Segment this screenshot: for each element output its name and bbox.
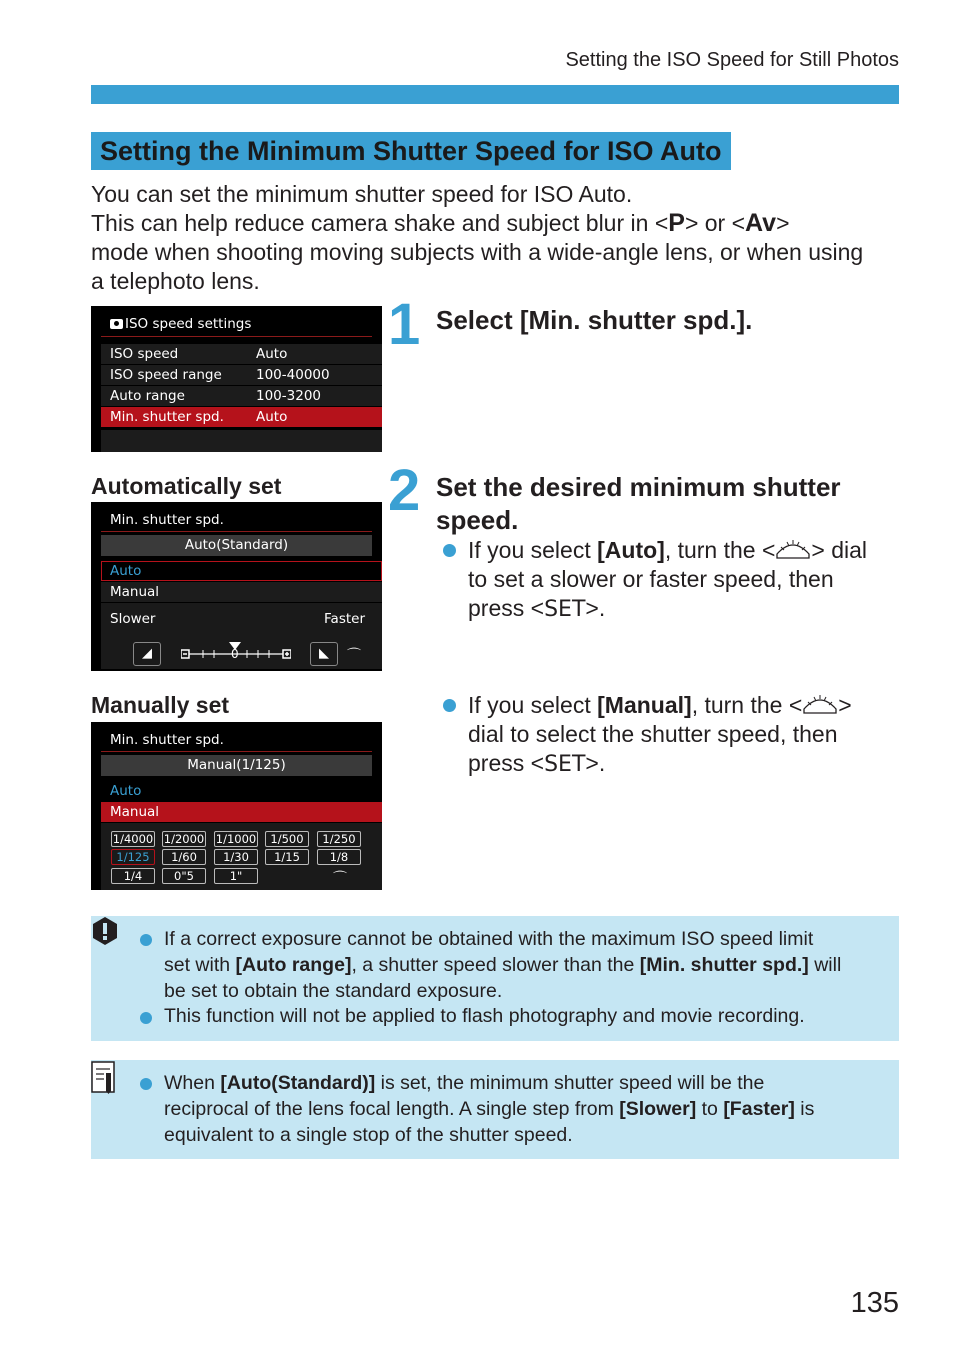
screen-title-text: ISO speed settings [125,316,252,332]
intro-paragraph [91,180,903,296]
text: set with [164,954,236,976]
text: , turn the < [664,537,776,563]
step-2-title-line-2: speed. [436,505,519,535]
memo-line-2 [164,1097,814,1123]
text: will [808,954,842,976]
divider [101,751,372,752]
divider [101,531,372,532]
option-manual-selected[interactable] [101,802,382,822]
option-label: Manual [110,584,160,600]
row-label: ISO speed range [110,367,222,383]
option-auto[interactable] [101,561,382,581]
text: press < [468,750,545,776]
faster-label: Faster [324,611,365,627]
bullet-manual-line-2: dial to select the shutter speed, then [468,721,838,747]
row-label: Auto range [110,388,185,404]
bullet-auto-line-2: to set a slower or faster speed, then [468,566,834,592]
bullet [140,934,152,946]
p-mode-glyph: P [668,209,685,237]
speed-cell-selected[interactable]: 1/125 [111,849,155,865]
text-bold: [Auto] [597,537,665,563]
option-manual[interactable] [101,582,382,602]
step-number-1: 1 [388,292,421,357]
text: is [794,1098,815,1120]
row-value: 100-3200 [256,388,321,404]
option-label: Auto [110,563,142,579]
text: to [696,1098,724,1120]
step-2-title-line-1: Set the desired minimum shutter [436,472,841,502]
memo-icon [91,1061,117,1095]
section-title: Setting the Minimum Shutter Speed for ISO Auto [91,132,731,170]
text: > [838,692,852,718]
menu-row[interactable] [101,365,382,385]
running-head: Setting the ISO Speed for Still Photos [565,49,899,71]
speed-cell[interactable]: 1/500 [265,831,309,847]
text: , turn the < [691,692,803,718]
step-1-title: Select [Min. shutter spd.]. [436,305,753,335]
text-bold: [Slower] [619,1098,697,1120]
bullet-auto-line-1 [468,536,867,565]
option-auto[interactable] [101,781,382,801]
intro-text: > or < [684,210,746,236]
caution-line-1: If a correct exposure cannot be obtained with the maximum ISO speed limit [164,928,814,950]
menu-row[interactable] [101,386,382,406]
bullet [443,544,456,557]
faster-button[interactable] [310,642,338,666]
text: >. [585,750,606,776]
caution-box [91,916,899,1041]
text: , a shutter speed slower than the [351,954,640,976]
caution-icon [91,916,119,946]
row-value: Auto [256,409,288,425]
screen-title [110,316,251,332]
text: press < [468,595,545,621]
speed-cell[interactable]: 1/30 [214,849,258,865]
memo-line-3: equivalent to a single stop of the shutter speed. [164,1124,573,1146]
text-bold: [Auto range] [235,954,352,976]
step-number-2: 2 [388,458,421,523]
caution-line-4: This function will not be applied to flash photography and movie recording. [164,1005,805,1027]
av-mode-glyph: Av [745,209,777,237]
speed-cell[interactable]: 1/4 [111,868,155,884]
text-bold: [Min. shutter spd.] [639,954,809,976]
speed-cell[interactable]: 1/250 [317,831,361,847]
page-number: 135 [850,1287,899,1319]
auto-heading: Automatically set [91,473,282,499]
memo-box [91,1060,899,1159]
option-label: Auto [110,783,142,799]
intro-line-3: mode when shooting moving subjects with a wide-angle lens, or when using [91,239,864,265]
menu-row-selected[interactable] [101,407,382,427]
min-shutter-manual-screen [91,722,382,890]
speed-cell[interactable]: 1/1000 [215,832,257,846]
memo-line-1 [164,1071,764,1097]
set-button-glyph: SET [544,597,586,622]
bullet [140,1012,152,1024]
bullet-manual-line-3 [468,749,605,779]
current-setting-bar: Auto(Standard) [101,535,372,556]
speed-cell[interactable]: 1/60 [162,849,206,865]
menu-row[interactable] [101,344,382,364]
current-setting-bar: Manual(1/125) [101,755,372,776]
min-shutter-auto-screen [91,502,382,671]
dial-icon: ⌒ [347,648,361,664]
caution-line-2 [164,953,841,979]
row-value: 100-40000 [256,367,330,383]
speed-cell[interactable]: 1/2000 [163,832,205,846]
menu-row-empty [101,430,382,452]
screen-title: Min. shutter spd. [110,732,224,748]
text: reciprocal of the lens focal length. A single step from [164,1098,620,1120]
intro-line-2 [91,209,903,238]
speed-cell[interactable]: 1" [214,868,258,884]
dial-icon: ⌒ [333,871,347,887]
bullet [443,699,456,712]
intro-line-4: a telephoto lens. [91,268,260,294]
text: > dial [811,537,868,563]
bullet-auto-line-3 [468,594,605,624]
option-label: Manual [110,804,160,820]
caution-line-3: be set to obtain the standard exposure. [164,980,503,1002]
row-value: Auto [256,346,288,362]
screen-title: Min. shutter spd. [110,512,224,528]
text-bold: [Auto(Standard)] [220,1072,376,1094]
text-bold: [Manual] [597,692,692,718]
speed-cell[interactable]: 0"5 [162,868,206,884]
text: If you select [468,692,598,718]
divider [101,336,372,337]
zero-label: 0 [231,647,239,661]
slower-button[interactable] [133,642,161,666]
text: When [164,1072,221,1094]
iso-settings-screen [91,306,382,452]
row-label: ISO speed [110,346,179,362]
text-bold: [Faster] [723,1098,795,1120]
main-dial-icon [802,693,838,717]
speed-cell[interactable]: 1/15 [265,849,309,865]
main-dial-icon [775,538,811,562]
bullet [140,1078,152,1090]
intro-text: This can help reduce camera shake and subject blur in < [91,210,669,236]
text: If you select [468,537,598,563]
slower-label: Slower [110,611,156,627]
intro-line-1: You can set the minimum shutter speed for ISO Auto. [91,181,633,207]
speed-cell[interactable]: 1/4000 [112,832,154,846]
row-label: Min. shutter spd. [110,409,224,425]
camera-icon [110,319,123,329]
bullet-manual-line-1 [468,691,852,720]
header-bar [91,85,899,104]
intro-text: > [776,210,790,236]
speed-cell[interactable]: 1/8 [317,849,361,865]
text: >. [585,595,606,621]
set-button-glyph: SET [544,752,586,777]
manual-heading: Manually set [91,692,230,718]
rabbit-icon: ◣ [319,646,329,661]
text: is set, the minimum shutter speed will be the [375,1072,765,1094]
turtle-icon: ◢ [142,646,152,661]
